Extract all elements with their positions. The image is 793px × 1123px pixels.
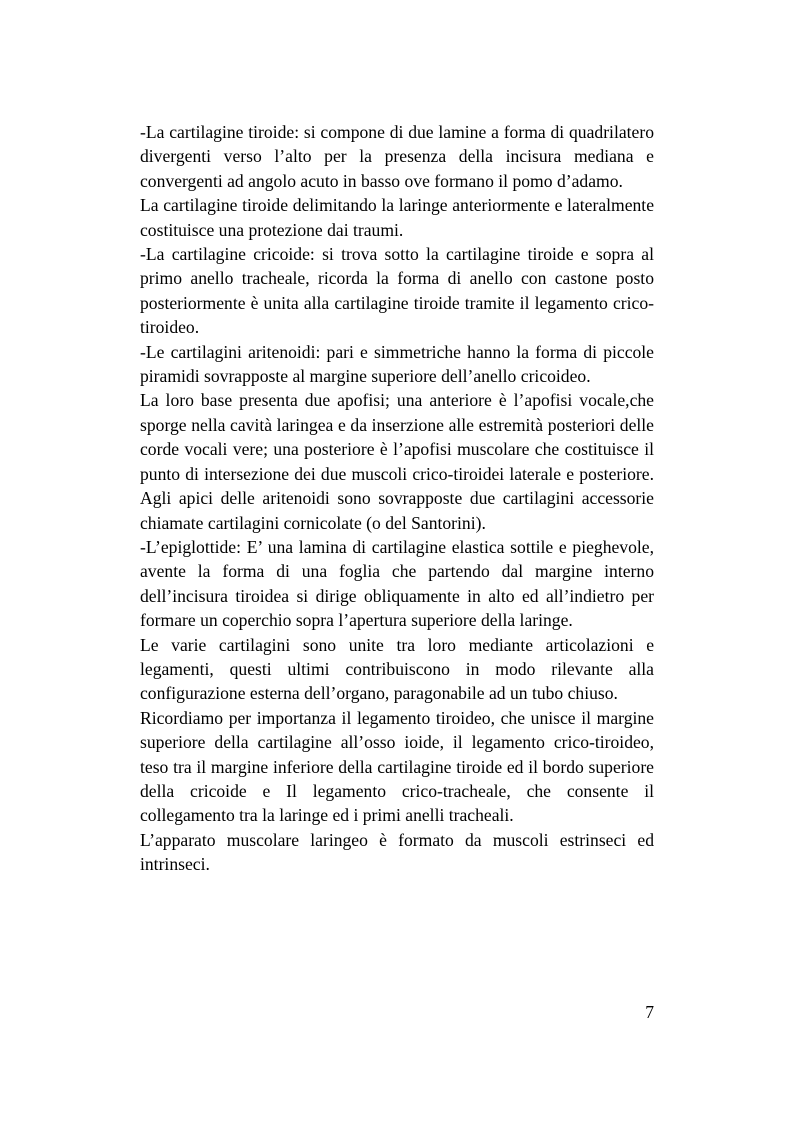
paragraph-apofisi: La loro base presenta due apofisi; una anteriore è l’apofisi vocale,che sporge nella cavità laringea e da inserzione alle estremità posteriori delle corde vocali vere; una posteriore è l’apofisi muscolare che costituisce il punto di intersezione dei due muscoli crico-tiroidei laterale e posteriore. Agli apici delle aritenoidi sono sovrapposte due cartilagini accessorie chiamate cartilagini cornicolate (o del Santorini).: [140, 390, 654, 533]
paragraph-articolazioni: Le varie cartilagini sono unite tra loro mediante articolazioni e legamenti, questi ultimi contribuiscono in modo rilevante alla configurazione esterna dell’organo, paragonabile ad un tubo chiuso.: [140, 634, 654, 704]
paragraph-cartilagine-tiroide: -La cartilagine tiroide: si compone di due lamine a forma di quadrilatero divergenti verso l’alto per la presenza della incisura mediana e convergenti ad angolo acuto in basso ove formano il pomo d’adamo.: [140, 122, 654, 191]
paragraph-apparato-muscolare: L’apparato muscolare laringeo è formato da muscoli estrinseci ed intrinseci.: [140, 829, 654, 875]
paragraph-cartilagine-cricoide: -La cartilagine cricoide: si trova sotto la cartilagine tiroide e sopra al primo anello tracheale, ricorda la forma di anello con castone posto posteriormente è unita alla cartilagine tiroide tramite il legamento crico-tiroideo.: [140, 244, 654, 338]
paragraph-cartilagini-aritenoidi: -Le cartilagini aritenoidi: pari e simmetriche hanno la forma di piccole piramidi sovrapposte al margine superiore dell’anello cricoideo.: [140, 341, 654, 387]
paragraph-epiglottide: -L’epiglottide: E’ una lamina di cartilagine elastica sottile e pieghevole, avente la forma di una foglia che partendo dal margine interno dell’incisura tiroidea si dirige obliquamente in alto ed all’indietro per formare un coperchio sopra l’apertura superiore della laringe.: [140, 536, 654, 631]
paragraph-tiroide-protezione: La cartilagine tiroide delimitando la laringe anteriormente e lateralmente costituisce una protezione dai traumi.: [140, 195, 654, 240]
document-body: [140, 120, 654, 877]
paragraph-legamenti: Ricordiamo per importanza il legamento tiroideo, che unisce il margine superiore della cartilagine all’osso ioide, il legamento crico-tiroideo, teso tra il margine inferiore della cartilagine tiroide ed il bordo superiore della cricoide e Il legamento crico-tracheale, che consente il collegamento tra la laringe ed i primi anelli tracheali.: [140, 707, 654, 826]
page-number: 7: [645, 1002, 654, 1022]
